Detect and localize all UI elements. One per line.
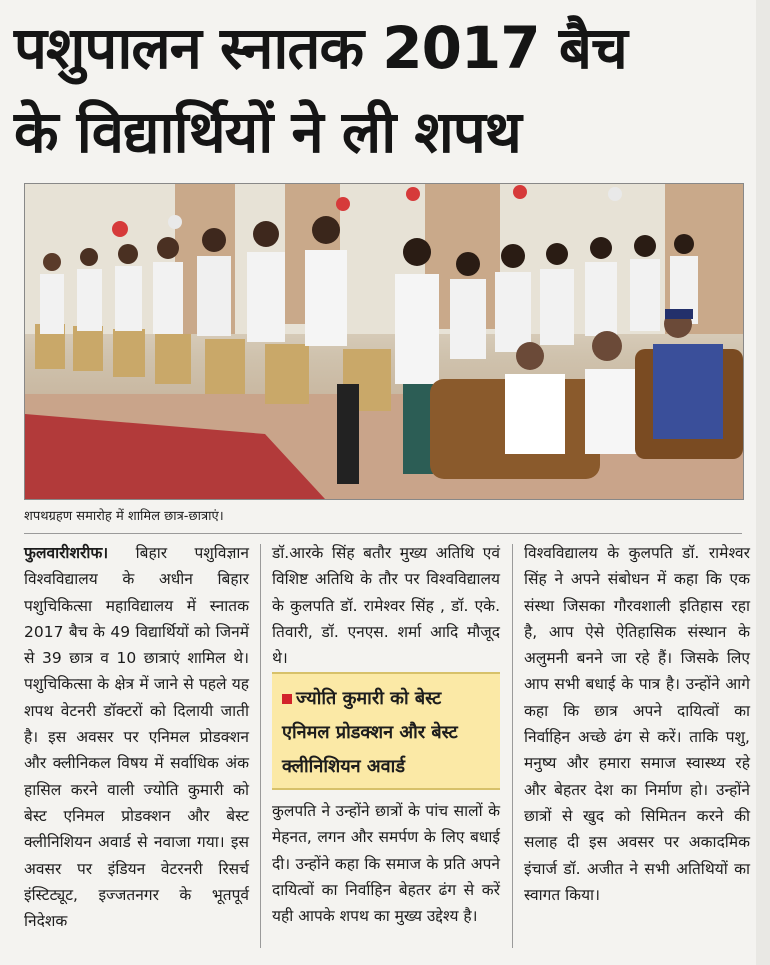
- headline-line-1: पशुपालन स्नातक 2017 बैच: [14, 14, 627, 82]
- dateline: फुलवारीशरीफ।: [24, 544, 109, 562]
- article-column-1: [24, 540, 249, 934]
- caption-divider: [24, 533, 742, 534]
- article-col3-text: विश्वविद्यालय के कुलपति डॉ. रामेश्वर सिंह ने अपने संबोधन में कहा कि एक संस्था जिसका गौरवशाली इतिहास रहा है, आप ऐसे ऐतिहासिक संस्थान के अलुमनी बनने जा रहे हैं। जिसके लिए आप सभी बधाई के पात्र है। उन्होंने आगे कहा कि छात्र अपने दायित्वों का निर्वाहिन अच्छे ढंग से करें। ताकि पशु, मनुष्य और हमारा समाज स्वास्थ्य रहे और बेहतर देश का निर्माण हो। उन्होंने छात्रों से खुद को सिमितन करने की सलाह दी इस अवसर पर अकादमिक इंचार्ज डॉ. अजीत ने सभी अतिथियों का स्वागत किया।: [524, 544, 750, 904]
- article-column-2-bottom: [272, 798, 500, 929]
- photo-caption: शपथग्रहण समारोह में शामिल छात्र-छात्राएं।: [24, 509, 224, 524]
- article-col2-bottom-text: कुलपति ने उन्होंने छात्रों के पांच सालों के मेहनत, लगन और समर्पण के लिए बधाई दी। उन्होंने कहा कि समाज के प्रति अपने दायित्वों का निर्वाहिन बेहतर ढंग से करें यही आपके शपथ का मुख्य उद्देश्य है।: [272, 802, 500, 926]
- headline-line-2: के विद्यार्थियों ने ली शपथ: [14, 98, 521, 166]
- article-column-3: [524, 540, 750, 908]
- column-divider-2: [512, 544, 513, 948]
- headline: [14, 6, 756, 174]
- column-divider-1: [260, 544, 261, 948]
- ceremony-illustration: [25, 184, 743, 499]
- news-photo: [24, 183, 744, 500]
- article-col1-text: बिहार पशुविज्ञान विश्वविद्यालय के अधीन बिहार पशुचिकित्सा महाविद्यालय में स्नातक 2017 बैच के 49 विद्यार्थियों को जिनमें से 39 छात्र व 10 छात्राएं शामिल थे। पशुचिकित्सा के क्षेत्र में जाने से पहले यह शपथ वेटनरी डॉक्टरों को दिलायी जाती है। इस अवसर पर एनिमल प्रोडक्शन और क्लीनिकल विषय में सर्वाधिक अंक हासिल करने वाली ज्योति कुमारी को बेस्ट एनिमल प्रोडक्शन और बेस्ट क्लीनिशियन अवार्ड से नवाजा गया। इस अवसर पर इंडियन वेटरनरी रिसर्च इंस्टिट्यूट, इज्जतनगर के भूतपूर्व निदेशक: [24, 544, 249, 931]
- subheading-box: [272, 672, 500, 790]
- subheading-text: ज्योति कुमारी को बेस्ट एनिमल प्रोडक्शन और बेस्ट क्लीनिशियन अवार्ड: [282, 688, 458, 777]
- page-edge: [756, 0, 770, 965]
- article-column-2-top: [272, 540, 500, 671]
- red-square-marker: [282, 694, 292, 704]
- article-col2-top-text: डॉ.आरके सिंह बतौर मुख्य अतिथि एवं विशिष्ट अतिथि के तौर पर विश्वविद्यालय के कुलपति डॉ. रामेश्वर सिंह , डॉ. एके. तिवारी, डॉ. एनएस. शर्मा आदि मौजूद थे।: [272, 544, 500, 668]
